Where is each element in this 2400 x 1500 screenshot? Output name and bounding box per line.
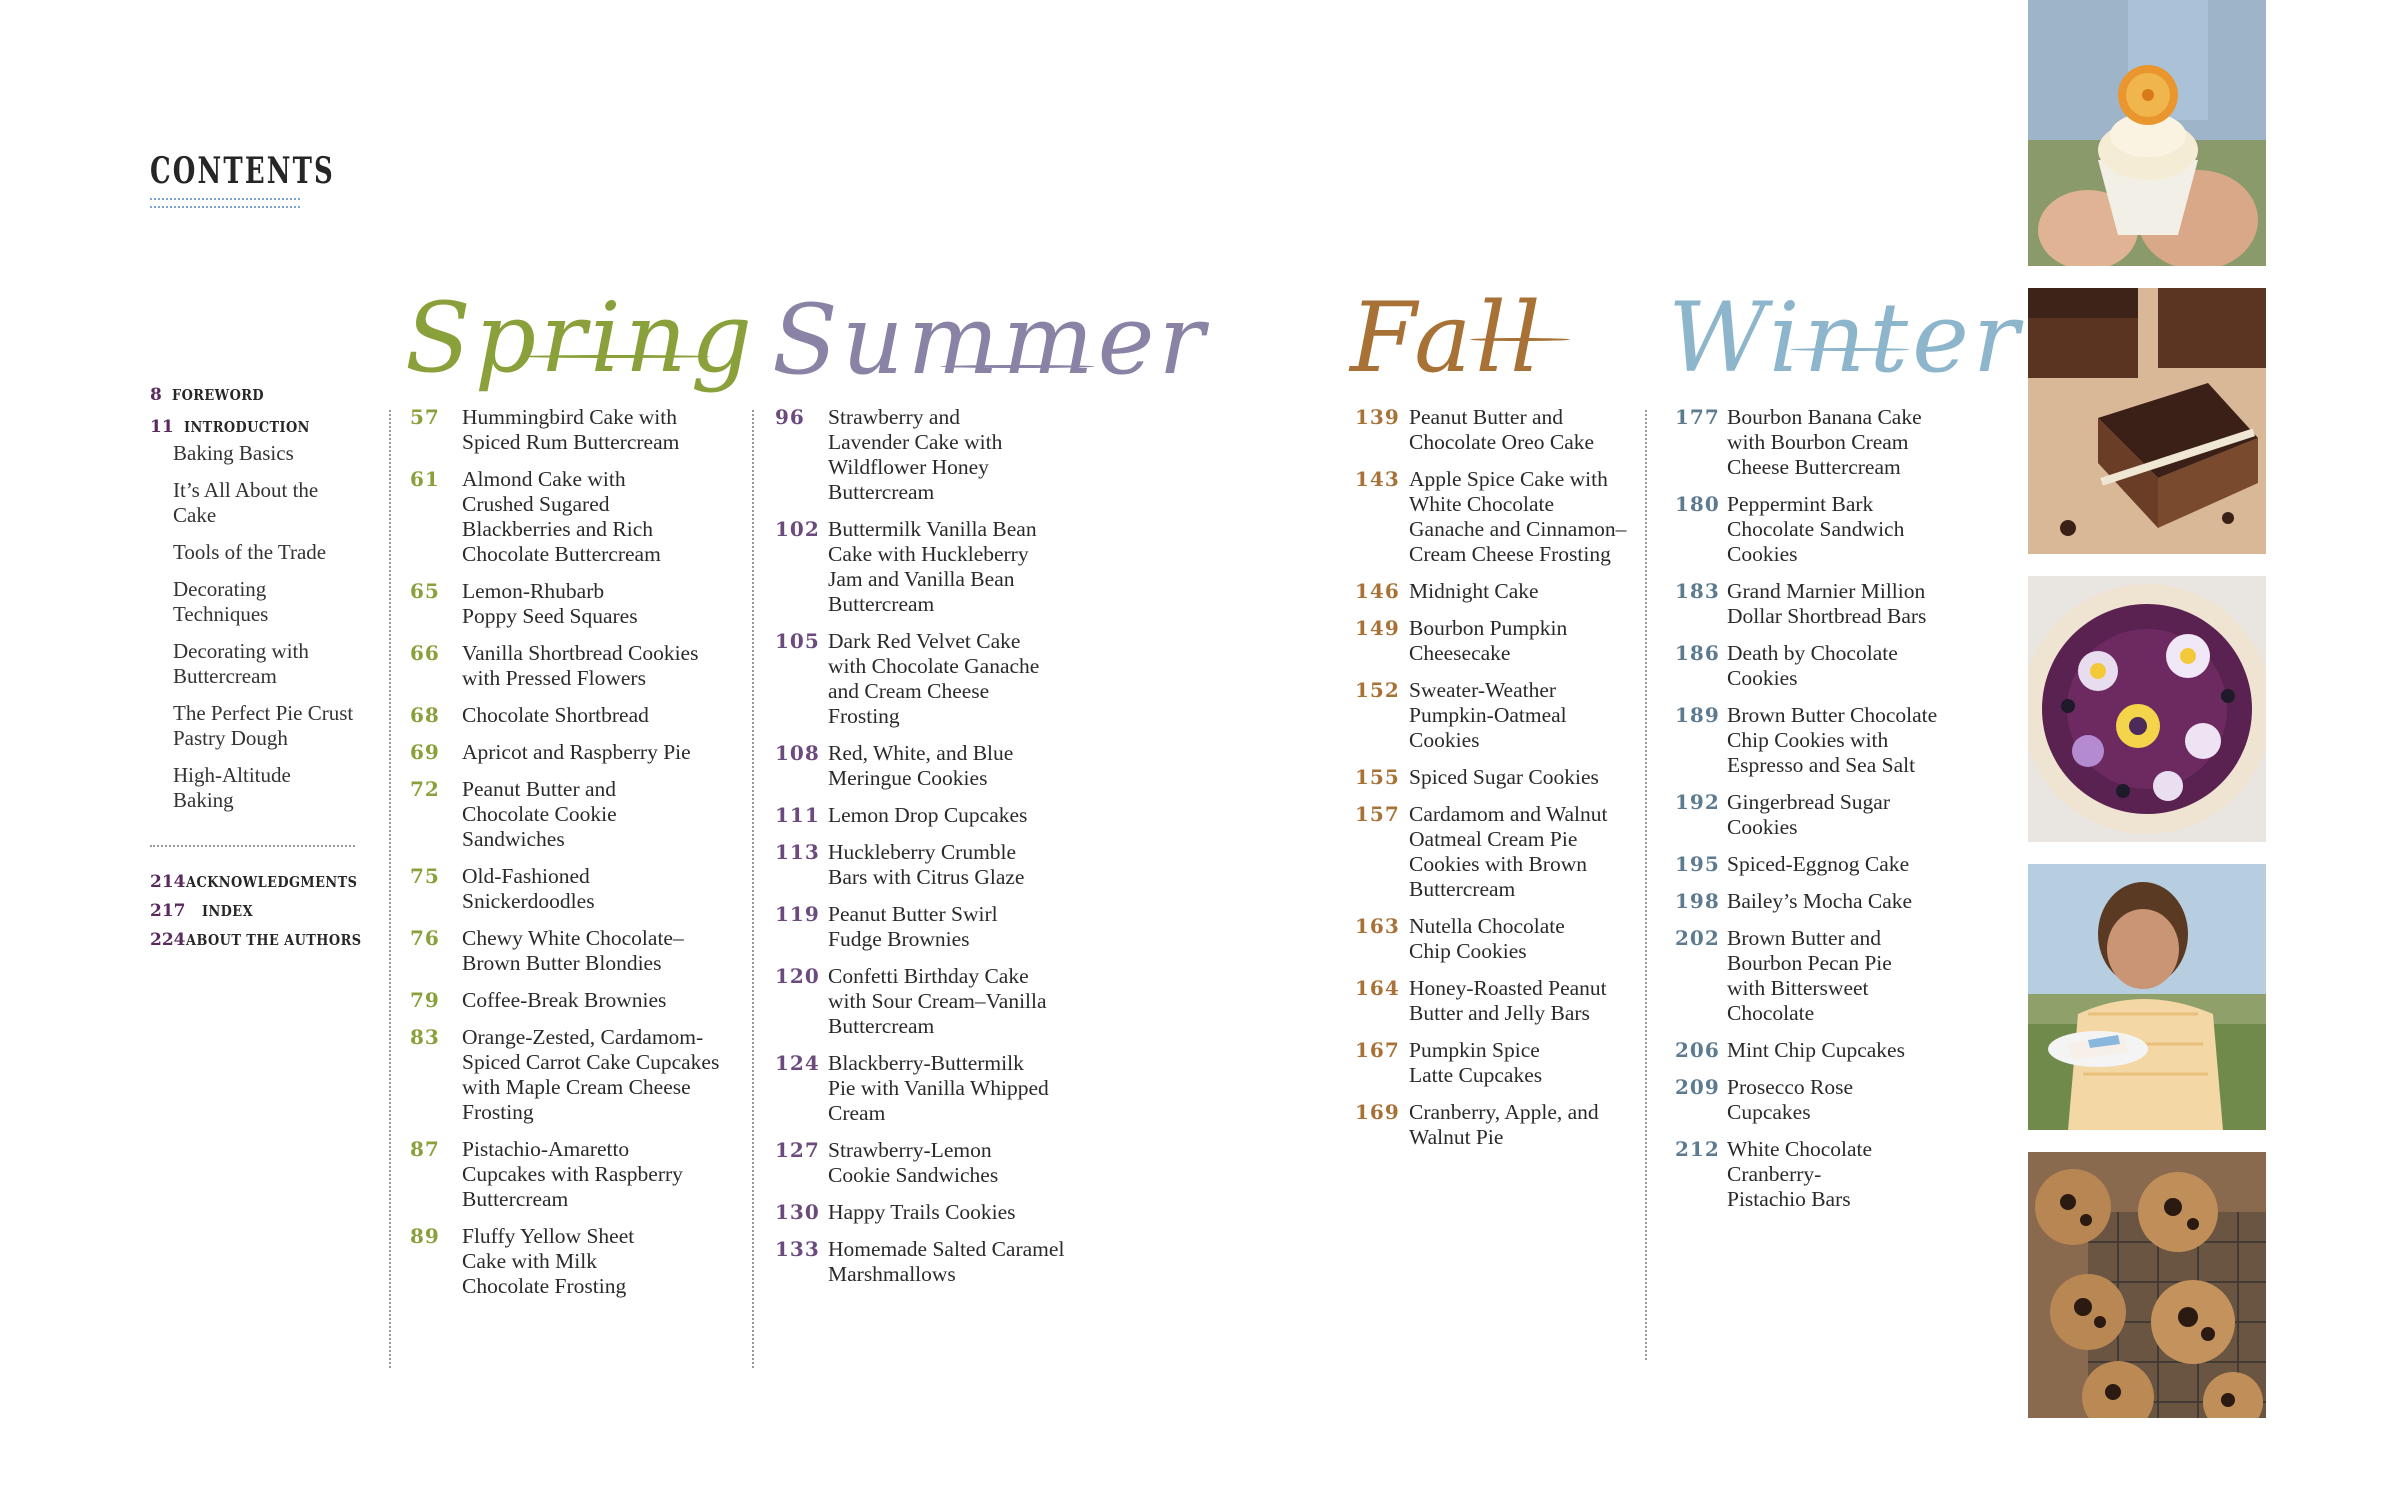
front-matter-divider bbox=[150, 845, 355, 847]
winter-swash bbox=[1790, 348, 1910, 351]
photo-brownies bbox=[2028, 288, 2266, 554]
title-underline bbox=[150, 198, 300, 208]
recipe-entry[interactable]: 79 Coffee-Break Brownies bbox=[410, 988, 667, 1012]
recipe-entry[interactable]: 189 Brown Butter Chocolate Chip Cookies with Espresso and Sea Salt bbox=[1675, 703, 1938, 777]
recipe-entry[interactable]: 133 Homemade Salted Caramel Marshmallows bbox=[775, 1237, 1065, 1286]
recipe-entry[interactable]: 89 Fluffy Yellow Sheet Cake with Milk Chocolate Frosting bbox=[410, 1224, 635, 1298]
recipe-entry[interactable]: 127 Strawberry-Lemon Cookie Sandwiches bbox=[775, 1138, 999, 1187]
recipe-entry[interactable]: 65 Lemon-Rhubarb Poppy Seed Squares bbox=[410, 579, 638, 628]
recipe-entry[interactable]: 120 Confetti Birthday Cake with Sour Cream–Vanilla Buttercream bbox=[775, 964, 1047, 1038]
recipe-entry[interactable]: 167 Pumpkin Spice Latte Cupcakes bbox=[1355, 1038, 1543, 1087]
recipe-entry[interactable]: 130 Happy Trails Cookies bbox=[775, 1200, 1016, 1224]
recipe-entry[interactable]: 192 Gingerbread Sugar Cookies bbox=[1675, 790, 1890, 839]
introduction-entry[interactable] bbox=[150, 417, 370, 437]
recipe-entry[interactable]: 143 Apple Spice Cake with White Chocolate Ganache and Cinnamon–Cream Cheese Frosting bbox=[1355, 467, 1627, 566]
recipe-entry[interactable]: 195 Spiced-Eggnog Cake bbox=[1675, 852, 1910, 876]
intro-item[interactable]: Decorating with Buttercream bbox=[173, 639, 309, 688]
recipe-entry[interactable]: 83 Orange-Zested, Cardamom-Spiced Carrot Cake Cupcakes with Maple Cream Cheese Frosting bbox=[410, 1025, 720, 1124]
recipe-entry[interactable]: 164 Honey-Roasted Peanut Butter and Jelly Bars bbox=[1355, 976, 1607, 1025]
photo-chocolate-chip-cookies bbox=[2028, 1152, 2266, 1418]
about-authors-label: ABOUT THE AUTHORS bbox=[185, 931, 361, 949]
recipe-entry[interactable]: 102 Buttermilk Vanilla Bean Cake with Huckleberry Jam and Vanilla Bean Buttercream bbox=[775, 517, 1037, 616]
recipe-entry[interactable]: 186 Death by Chocolate Cookies bbox=[1675, 641, 1898, 690]
recipe-entry[interactable]: 202 Brown Butter and Bourbon Pecan Pie with Bittersweet Chocolate bbox=[1675, 926, 1892, 1025]
index-entry[interactable] bbox=[150, 901, 380, 921]
recipe-entry[interactable]: 68 Chocolate Shortbread bbox=[410, 703, 649, 727]
intro-item[interactable]: The Perfect Pie Crust Pastry Dough bbox=[173, 701, 354, 750]
recipe-entry[interactable]: 75 Old-Fashioned Snickerdoodles bbox=[410, 864, 595, 913]
introduction-page: 11 bbox=[150, 417, 174, 437]
summer-column-rule bbox=[752, 410, 754, 1368]
page-title: CONTENTS bbox=[150, 150, 335, 192]
recipe-entry[interactable]: 149 Bourbon Pumpkin Cheesecake bbox=[1355, 616, 1568, 665]
recipe-entry[interactable]: 157 Cardamom and Walnut Oatmeal Cream Pie Cookies with Brown Buttercream bbox=[1355, 802, 1608, 901]
season-title-summer: Summer bbox=[772, 284, 1209, 396]
recipe-entry[interactable]: 180 Peppermint Bark Chocolate Sandwich Cookies bbox=[1675, 492, 1905, 566]
recipe-entry[interactable]: 152 Sweater-Weather Pumpkin-Oatmeal Cookies bbox=[1355, 678, 1567, 752]
recipe-entry[interactable]: 163 Nutella Chocolate Chip Cookies bbox=[1355, 914, 1565, 963]
recipe-entry[interactable]: 96 Strawberry and Lavender Cake with Wildflower Honey Buttercream bbox=[775, 405, 1003, 504]
index-page: 217 bbox=[150, 901, 186, 921]
winter-column-rule bbox=[1645, 410, 1647, 1360]
recipe-entry[interactable]: 57 Hummingbird Cake with Spiced Rum Buttercream bbox=[410, 405, 680, 454]
recipe-entry[interactable]: 209 Prosecco Rose Cupcakes bbox=[1675, 1075, 1853, 1124]
intro-item[interactable]: It’s All About the Cake bbox=[173, 478, 319, 527]
photo-cupcake-orange bbox=[2028, 0, 2266, 266]
recipe-entry[interactable]: 124 Blackberry-Buttermilk Pie with Vanilla Whipped Cream bbox=[775, 1051, 1049, 1125]
foreword-label: FOREWORD bbox=[171, 386, 264, 404]
back-matter-list bbox=[150, 872, 380, 959]
photo-child-eating-cake bbox=[2028, 864, 2266, 1130]
recipe-entry[interactable]: 206 Mint Chip Cupcakes bbox=[1675, 1038, 1905, 1062]
acknowledgments-page: 214 bbox=[150, 872, 186, 892]
photo-berry-tart-flowers bbox=[2028, 576, 2266, 842]
recipe-entry[interactable]: 69 Apricot and Raspberry Pie bbox=[410, 740, 691, 764]
recipe-entry[interactable]: 113 Huckleberry Crumble Bars with Citrus Glaze bbox=[775, 840, 1025, 889]
index-label: INDEX bbox=[202, 902, 254, 920]
recipe-entry[interactable]: 61 Almond Cake with Crushed Sugared Blackberries and Rich Chocolate Buttercream bbox=[410, 467, 661, 566]
fall-swash bbox=[1470, 338, 1570, 341]
intro-item[interactable]: Baking Basics bbox=[173, 441, 294, 465]
season-title-fall: Fall bbox=[1350, 282, 1545, 394]
recipe-entry[interactable]: 119 Peanut Butter Swirl Fudge Brownies bbox=[775, 902, 998, 951]
spring-swash bbox=[520, 355, 710, 358]
recipe-entry[interactable]: 76 Chewy White Chocolate–Brown Butter Blondies bbox=[410, 926, 684, 975]
summer-swash bbox=[940, 365, 1095, 368]
winter-recipe-list bbox=[1675, 405, 1975, 1224]
introduction-label: INTRODUCTION bbox=[183, 418, 310, 436]
about-authors-page: 224 bbox=[150, 930, 186, 950]
recipe-entry[interactable]: 146 Midnight Cake bbox=[1355, 579, 1539, 603]
intro-item[interactable]: High-Altitude Baking bbox=[173, 763, 291, 812]
foreword-page: 8 bbox=[150, 385, 162, 405]
season-title-winter: Winter bbox=[1668, 282, 2023, 394]
season-title-spring: Spring bbox=[405, 282, 757, 394]
recipe-entry[interactable]: 72 Peanut Butter and Chocolate Cookie Sandwiches bbox=[410, 777, 617, 851]
recipe-entry[interactable]: 66 Vanilla Shortbread Cookies with Pressed Flowers bbox=[410, 641, 699, 690]
summer-recipe-list bbox=[775, 405, 1095, 1299]
recipe-entry[interactable]: 169 Cranberry, Apple, and Walnut Pie bbox=[1355, 1100, 1599, 1149]
recipe-entry[interactable]: 139 Peanut Butter and Chocolate Oreo Cake bbox=[1355, 405, 1595, 454]
foreword-entry[interactable] bbox=[150, 385, 370, 405]
recipe-entry[interactable]: 198 Bailey’s Mocha Cake bbox=[1675, 889, 1913, 913]
intro-item[interactable]: Tools of the Trade bbox=[173, 540, 327, 564]
recipe-entry[interactable]: 177 Bourbon Banana Cake with Bourbon Cream Cheese Buttercream bbox=[1675, 405, 1922, 479]
fall-recipe-list bbox=[1355, 405, 1645, 1162]
recipe-entry[interactable]: 108 Red, White, and Blue Meringue Cookies bbox=[775, 741, 1014, 790]
intro-item[interactable]: Decorating Techniques bbox=[173, 577, 269, 626]
recipe-entry[interactable]: 155 Spiced Sugar Cookies bbox=[1355, 765, 1599, 789]
spring-recipe-list bbox=[410, 405, 730, 1311]
acknowledgments-label: ACKNOWLEDGMENTS bbox=[185, 873, 357, 891]
about-authors-entry[interactable] bbox=[150, 930, 380, 950]
recipe-entry[interactable]: 87 Pistachio-Amaretto Cupcakes with Raspberry Buttercream bbox=[410, 1137, 683, 1211]
recipe-entry[interactable]: 183 Grand Marnier Million Dollar Shortbread Bars bbox=[1675, 579, 1927, 628]
recipe-entry[interactable]: 105 Dark Red Velvet Cake with Chocolate Ganache and Cream Cheese Frosting bbox=[775, 629, 1040, 728]
recipe-entry[interactable]: 212 White Chocolate Cranberry-Pistachio Bars bbox=[1675, 1137, 1873, 1211]
recipe-entry[interactable]: 111 Lemon Drop Cupcakes bbox=[775, 803, 1028, 827]
acknowledgments-entry[interactable] bbox=[150, 872, 380, 892]
front-matter-list bbox=[150, 385, 370, 825]
spring-column-rule bbox=[389, 410, 391, 1368]
